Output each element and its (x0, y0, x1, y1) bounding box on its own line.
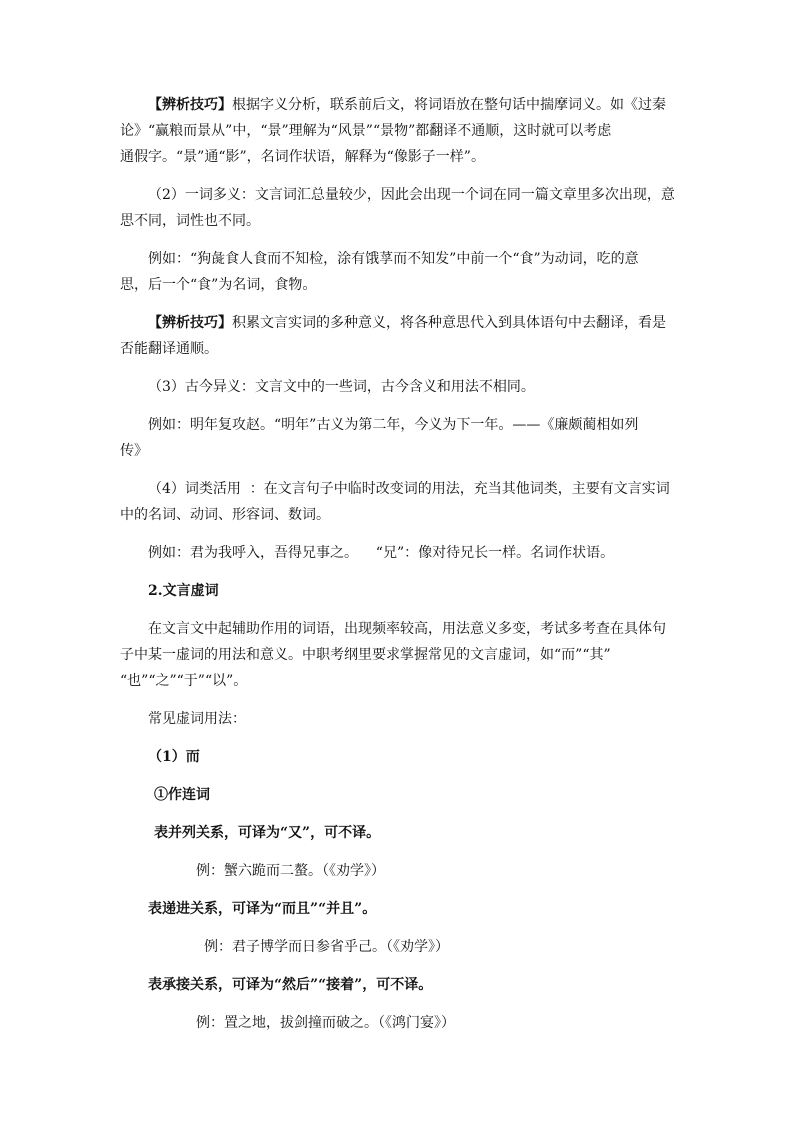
example-parallel: 例：蟹六跪而二螯。（《劝学》） (196, 863, 385, 879)
rule-parallel: 表并列关系，可译为“又”，可不译。 (154, 825, 381, 841)
section-title: 2.文言虚词 (148, 583, 219, 599)
tip-label: 【辨析技巧】 (148, 315, 232, 331)
text-line: （3）古今异义：文言文中的一些词，古今含义和用法不相同。 (148, 379, 535, 395)
text-line: 例如：明年复攻赵。“明年”古义为第二年，今义为下一年。——《廉颇蔺相如列 (148, 417, 639, 433)
text-line: 思不同，词性也不同。 (120, 213, 260, 229)
text-line: 例如：“狗彘食人食而不知检，涂有饿莩而不知发”中前一个“食”为动词，吃的意 (148, 251, 639, 267)
text-line: 子中某一虚词的用法和意义。中职考纲里要求掌握常见的文言虚词，如“而”“其” (120, 647, 611, 663)
paragraph-common-usage (120, 706, 676, 732)
paragraph-analysis-tip-2 (120, 310, 676, 362)
rule-progressive: 表递进关系，可译为“而且”“并且”。 (148, 901, 377, 917)
text-line: 论》“赢粮而景从”中，“景”理解为“风景”“景物”都翻译不通顺，这时就可以考虑 (120, 123, 612, 139)
text-line: “也”“之”“于”“以”。 (120, 673, 248, 689)
text-line: （4）词类活用 ：在文言句子中临时改变词的用法，充当其他词类，主要有文言实词 (148, 481, 670, 497)
text-line: 在文言文中起辅助作用的词语，出现频率较高，用法意义多变，考试多考查在具体句 (148, 621, 666, 637)
paragraph-polysemy (120, 182, 676, 234)
paragraph-ancient-modern (120, 374, 676, 400)
text-line: 否能翻译通顺。 (120, 341, 218, 357)
text-line: 常见虚词用法： (148, 711, 246, 727)
text-line: 思，后一个“食”为名词，食物。 (120, 277, 317, 293)
paragraph-part-of-speech-shift (120, 476, 676, 528)
subsubsection-title: ①作连词 (154, 787, 210, 803)
paragraph-ancient-modern-example (120, 412, 676, 464)
text-line: 通假字。“景”通“影”，名词作状语，解释为“像影子一样”。 (120, 149, 485, 165)
text-line: 例如：君为我呼入，吾得兄事之。 “兄”：像对待兄长一样。名词作状语。 (148, 545, 615, 561)
document-body (120, 92, 676, 1048)
example-sequential: 例：置之地，拔剑撞而破之。（《鸿门宴》） (196, 1015, 455, 1031)
text-line: 积累文言实词的多种意义，将各种意思代入到具体语句中去翻译，看是 (232, 315, 666, 331)
rule-sequential: 表承接关系，可译为“然后”“接着”，可不译。 (148, 977, 433, 993)
paragraph-function-words (120, 616, 676, 694)
text-line: （2）一词多义：文言词汇总量较少，因此会出现一个词在同一篇文章里多次出现，意 (148, 187, 675, 203)
example-progressive: 例：君子博学而日参省乎己。（《劝学》） (204, 939, 449, 955)
tip-label: 【辨析技巧】 (148, 97, 232, 113)
text-line: 传》 (120, 443, 148, 459)
paragraph-polysemy-example (120, 246, 676, 298)
paragraph-part-of-speech-example (120, 540, 676, 566)
text-line: 根据字义分析，联系前后文，将词语放在整句话中揣摩词义。如《过秦 (232, 97, 666, 113)
paragraph-analysis-tip-1 (120, 92, 676, 170)
subsection-title: （1）而 (148, 749, 200, 765)
text-line: 中的名词、动词、形容词、数词。 (120, 507, 330, 523)
